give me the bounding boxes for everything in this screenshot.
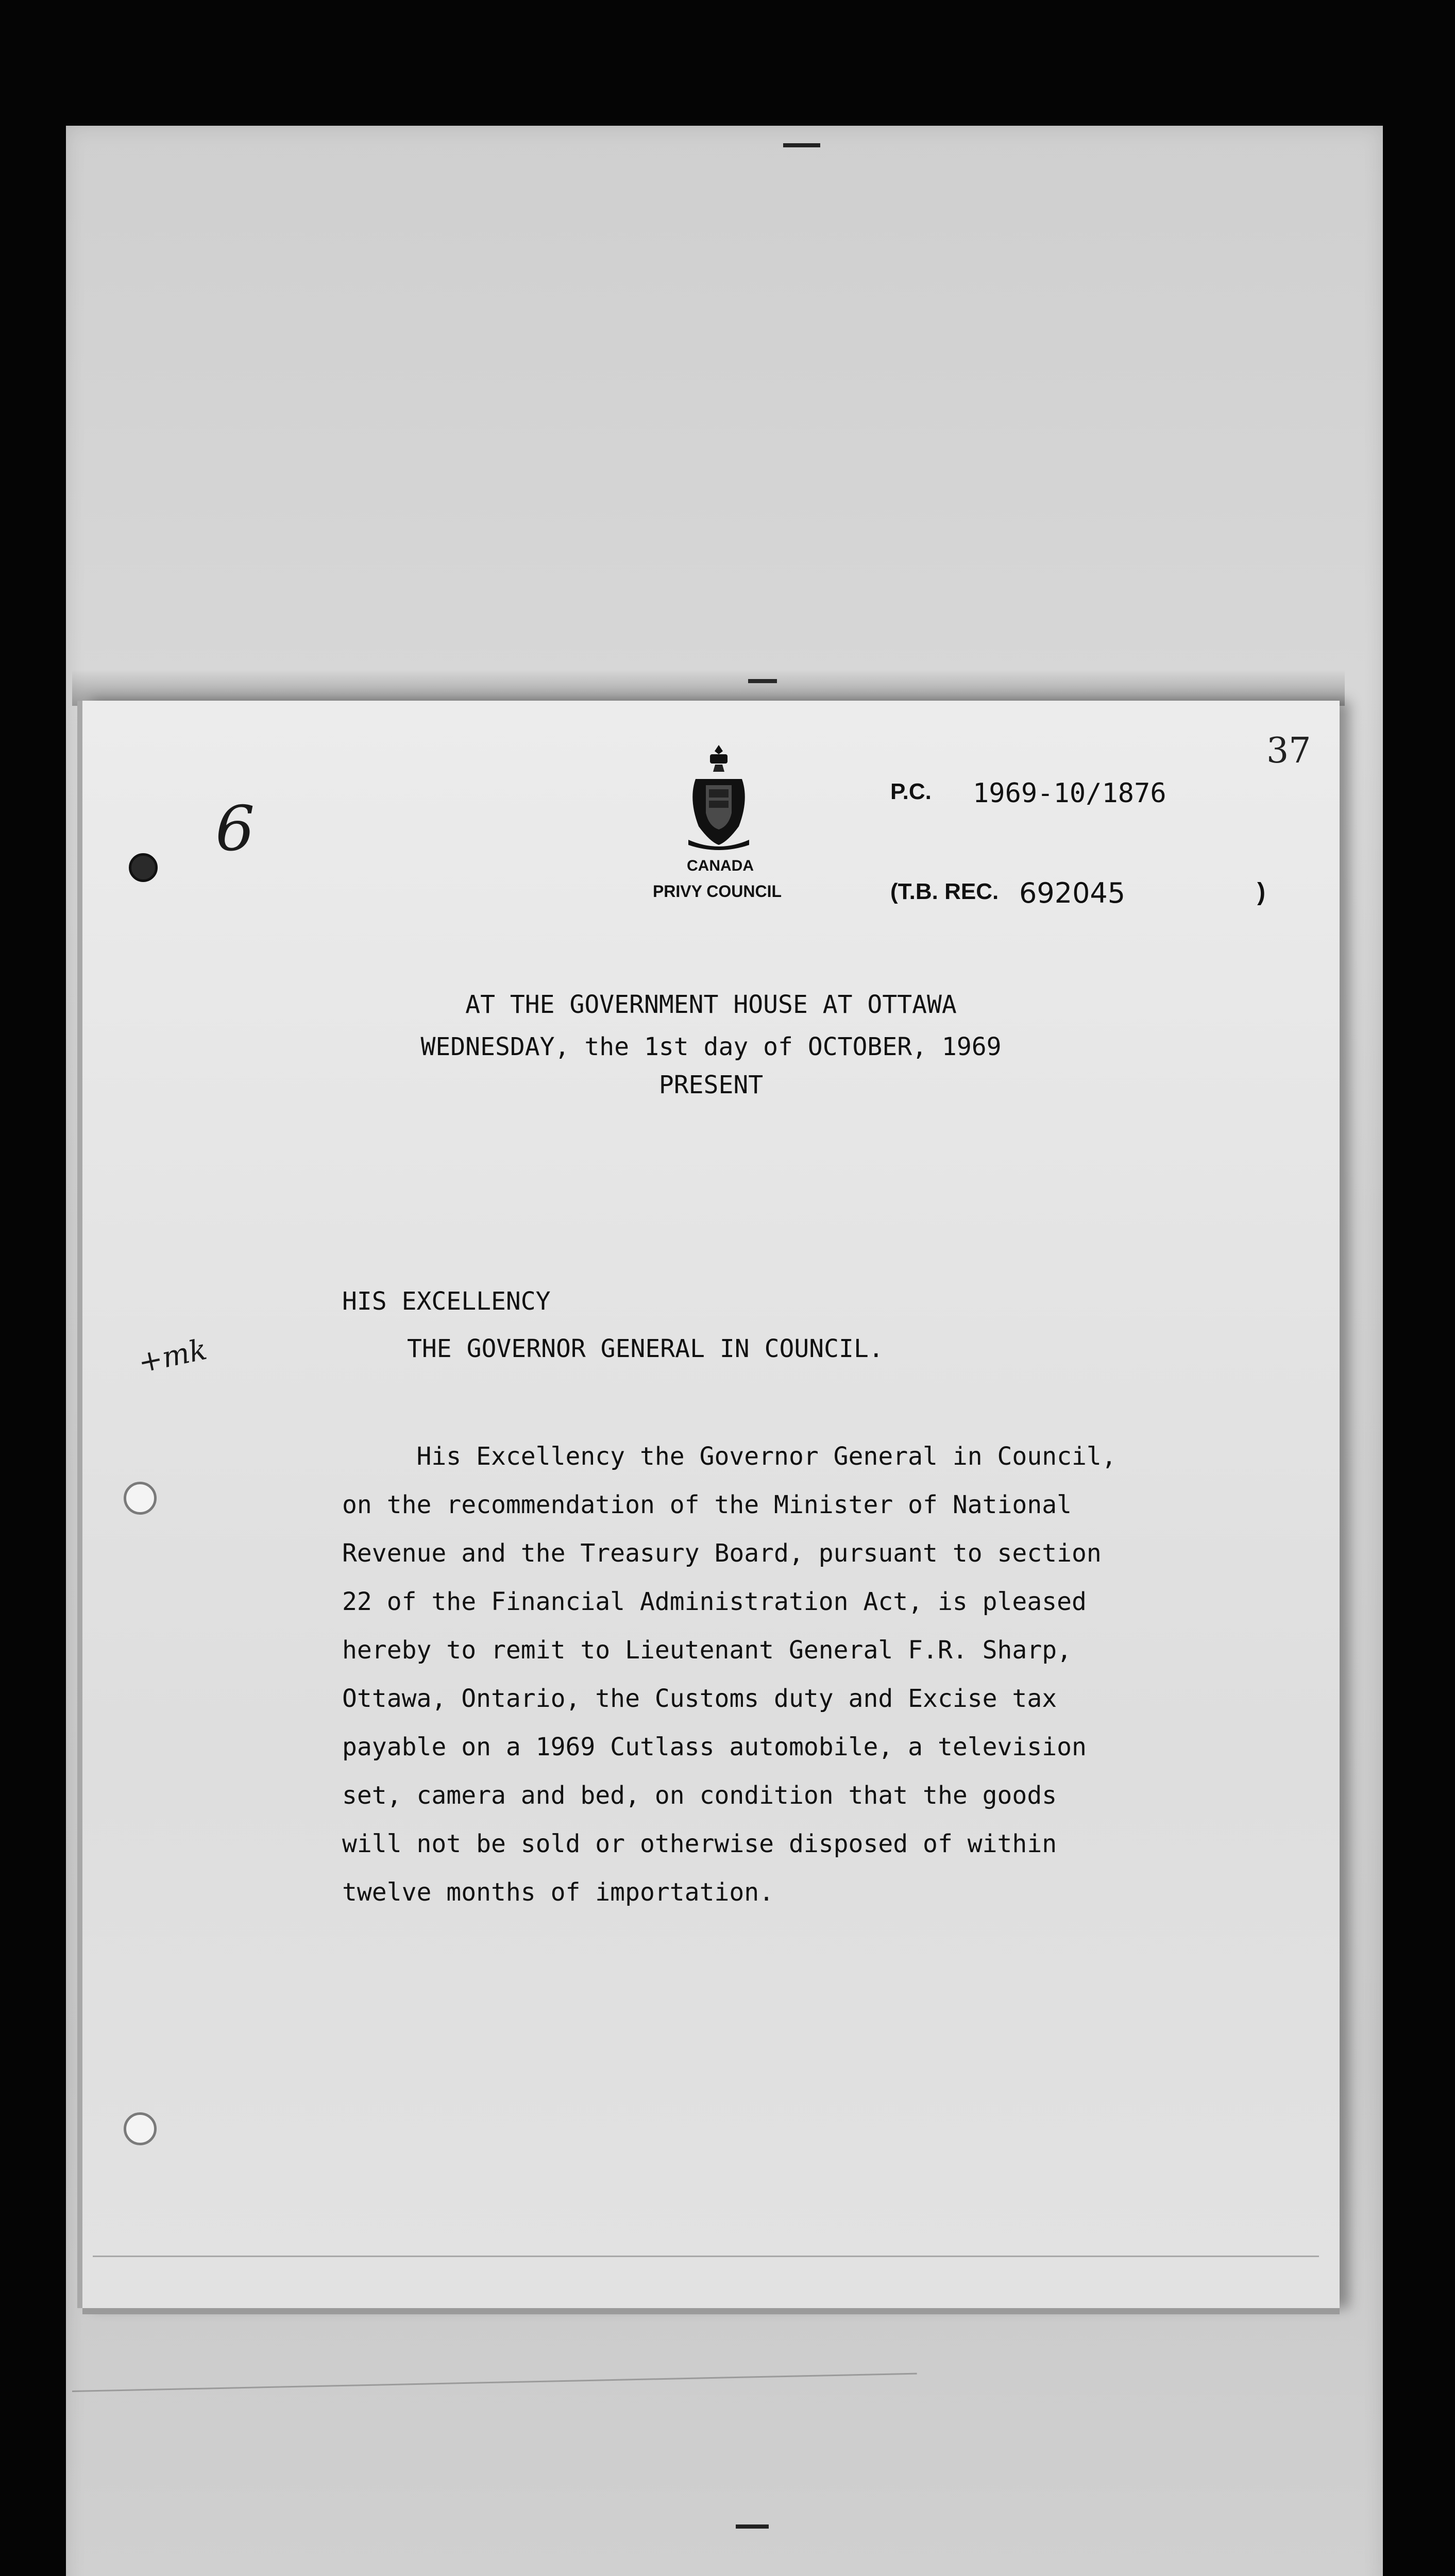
body-line: payable on a 1969 Cutlass automobile, a television	[342, 1733, 1087, 1761]
margin-handwritten-number: 6	[215, 793, 255, 865]
sheet-crease-line	[93, 2256, 1319, 2257]
order-body-paragraph	[342, 1432, 1321, 1917]
tb-rec-close-paren: )	[1257, 878, 1265, 906]
address-his-excellency: HIS EXCELLENCY	[342, 1287, 551, 1316]
department-label: PRIVY COUNCIL	[652, 882, 782, 901]
tb-rec-number: 692045	[1019, 877, 1126, 909]
backing-bottom-dash	[736, 2524, 769, 2529]
punch-hole-bottom	[124, 2112, 157, 2145]
body-line: 22 of the Financial Administration Act, is pleased	[342, 1587, 1087, 1616]
body-line: will not be sold or otherwise disposed of within	[342, 1829, 1057, 1858]
tb-rec-label: (T.B. REC.	[890, 879, 999, 904]
country-label: CANADA	[687, 857, 754, 874]
body-line: His Excellency the Governor General in Council,	[342, 1442, 1116, 1471]
body-line: twelve months of importation.	[342, 1878, 774, 1907]
margin-handwritten-initials: +mk	[135, 1332, 210, 1380]
canada-coat-of-arms-icon	[685, 742, 752, 850]
punch-hole-top	[129, 853, 158, 882]
pc-label: P.C.	[890, 779, 932, 804]
body-line: Revenue and the Treasury Board, pursuant to section	[342, 1539, 1102, 1568]
punch-hole-middle	[124, 1482, 157, 1515]
body-line: set, camera and bed, on condition that the goods	[342, 1781, 1057, 1810]
body-line: Ottawa, Ontario, the Customs duty and Excise tax	[342, 1684, 1057, 1713]
backing-top-dash	[783, 143, 820, 147]
heading-date: WEDNESDAY, the 1st day of OCTOBER, 1969	[420, 1032, 1002, 1061]
pc-number: 1969-10/1876	[973, 778, 1166, 809]
page-number: 37	[1266, 731, 1311, 771]
body-line: hereby to remit to Lieutenant General F.R. Sharp,	[342, 1636, 1072, 1665]
body-line: on the recommendation of the Minister of National	[342, 1490, 1072, 1519]
heading-present: PRESENT	[658, 1071, 764, 1099]
address-governor-general: THE GOVERNOR GENERAL IN COUNCIL.	[407, 1334, 884, 1363]
heading-location: AT THE GOVERNMENT HOUSE AT OTTAWA	[465, 990, 957, 1019]
